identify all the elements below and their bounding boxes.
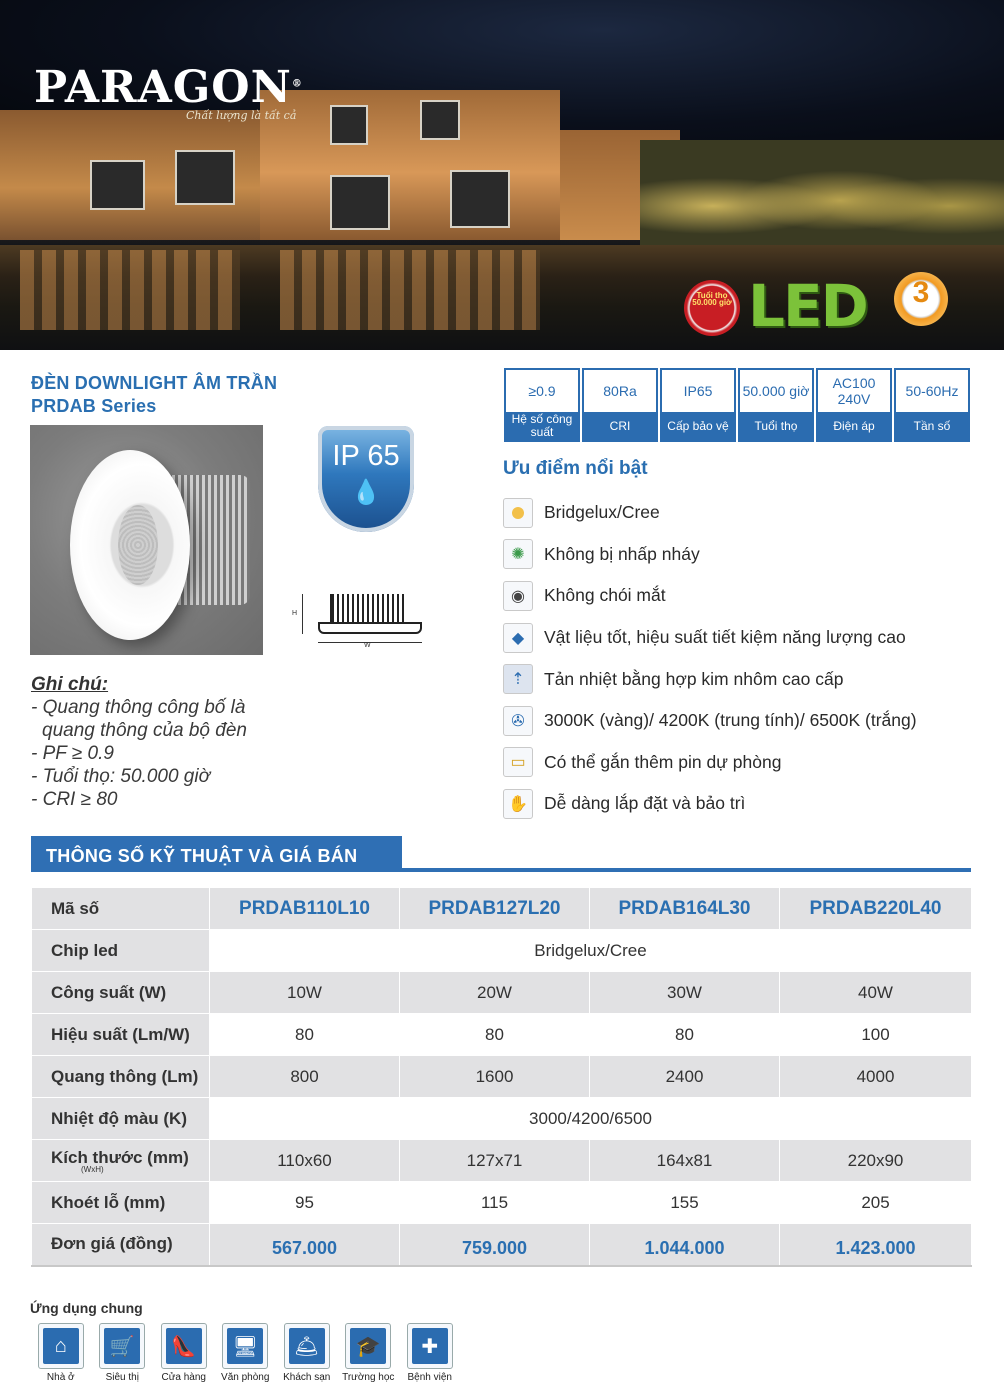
spec-ip: [660, 368, 736, 442]
hospital-icon: [407, 1323, 453, 1369]
note-line: - Quang thông công bố là: [31, 697, 246, 718]
table-row: [32, 1056, 972, 1098]
spec-table: [31, 887, 972, 1267]
table-cell: 100: [780, 1014, 972, 1056]
spec-label: Hệ số công suất: [506, 412, 578, 440]
brand-tagline: Chất lượng là tất cả: [186, 109, 297, 122]
table-cell: 20W: [400, 972, 590, 1014]
product-title: [31, 372, 277, 418]
note-line: - Tuổi thọ: 50.000 giờ: [31, 766, 211, 787]
section-title: THÔNG SỐ KỸ THUẬT VÀ GIÁ BÁN: [31, 836, 402, 872]
glyph: 👠: [166, 1328, 202, 1364]
advantages-list: [503, 492, 973, 825]
list-item: [503, 742, 973, 784]
cob-reflector: [118, 505, 158, 585]
battery-icon: ▭: [503, 747, 533, 777]
price-cell: 759.000: [400, 1224, 590, 1266]
advantages-title: Ưu điểm nổi bật: [503, 458, 648, 479]
table-cell: 115: [400, 1182, 590, 1224]
height-label: H: [292, 610, 298, 617]
brand-logo: PARAGON®: [34, 62, 303, 113]
note-line: - CRI ≥ 80: [31, 789, 118, 810]
applications-title: Ứng dụng chung: [30, 1300, 143, 1316]
list-item: [30, 1323, 92, 1383]
cart-icon: [99, 1323, 145, 1369]
reflection: [20, 250, 240, 330]
window: [420, 100, 460, 140]
spec-value: AC100 240V: [818, 370, 890, 412]
advantage-text: Vật liệu tốt, hiệu suất tiết kiệm năng lượng cao: [544, 627, 906, 648]
application-label: Siêu thị: [105, 1372, 139, 1383]
table-cell: 80: [210, 1014, 400, 1056]
table-cell: 95: [210, 1182, 400, 1224]
table-row: [32, 1182, 972, 1224]
table-row: [32, 972, 972, 1014]
row-header: Công suất (W): [32, 972, 210, 1014]
note-line: quang thông của bộ đèn: [42, 720, 247, 741]
color-temp-icon: ✇: [503, 706, 533, 736]
table-cell: 2400: [590, 1056, 780, 1098]
spec-label: Điện áp: [818, 412, 890, 440]
row-header: Hiệu suất (Lm/W): [32, 1014, 210, 1056]
window: [330, 175, 390, 230]
row-header: Chip led: [32, 930, 210, 972]
row-header: [32, 1140, 210, 1182]
water-drops-icon: 💧: [351, 479, 381, 506]
heat-sink-icon: ⇡: [503, 664, 533, 694]
product-title-line: ĐÈN DOWNLIGHT ÂM TRẦN: [31, 373, 278, 393]
table-cell: 800: [210, 1056, 400, 1098]
notes: [31, 673, 247, 811]
bellboy-icon: [284, 1323, 330, 1369]
table-row: [32, 1098, 972, 1140]
spec-value: 50-60Hz: [896, 370, 968, 412]
hero-banner: [0, 0, 1004, 350]
model-header: PRDAB220L40: [780, 888, 972, 930]
advantage-text: Dễ dàng lắp đặt và bảo trì: [544, 793, 746, 814]
advantage-text: Không chói mắt: [544, 585, 666, 606]
row-header: Đơn giá (đồng): [32, 1224, 210, 1266]
application-label: Bệnh viện: [407, 1372, 452, 1383]
shoe-icon: [161, 1323, 207, 1369]
list-item: [503, 658, 973, 700]
list-item: [503, 492, 973, 534]
model-header: PRDAB110L10: [210, 888, 400, 930]
list-item: [399, 1323, 461, 1383]
list-item: [215, 1323, 277, 1383]
eye-icon: ◉: [503, 581, 533, 611]
model-header: PRDAB164L30: [590, 888, 780, 930]
table-cell: 10W: [210, 972, 400, 1014]
list-item: [276, 1323, 338, 1383]
spec-value: IP65: [662, 370, 734, 412]
advantage-text: 3000K (vàng)/ 4200K (trung tính)/ 6500K (trắng): [544, 710, 917, 731]
list-item: [338, 1323, 400, 1383]
ip-rating: IP 65: [332, 440, 400, 472]
list-item: [503, 783, 973, 825]
table-row: [32, 930, 972, 972]
spec-value: ≥0.9: [506, 370, 578, 412]
table-cell: 127x71: [400, 1140, 590, 1182]
list-item: [503, 700, 973, 742]
spec-boxes: [504, 368, 971, 442]
reflection: [280, 250, 540, 330]
row-header-sub: (WxH): [81, 1164, 104, 1174]
table-cell: 1600: [400, 1056, 590, 1098]
warranty-badge: [872, 270, 970, 332]
table-cell: 155: [590, 1182, 780, 1224]
advantage-text: Không bị nhấp nháy: [544, 543, 700, 564]
list-item: [503, 617, 973, 659]
spec-label: CRI: [584, 412, 656, 440]
table-row: [32, 888, 972, 930]
advantage-text: Tản nhiệt bằng hợp kim nhôm cao cấp: [544, 668, 844, 689]
row-header: Khoét lỗ (mm): [32, 1182, 210, 1224]
table-cell: 205: [780, 1182, 972, 1224]
glyph: 🛎: [289, 1328, 325, 1364]
table-cell: 220x90: [780, 1140, 972, 1182]
model-header: PRDAB127L20: [400, 888, 590, 930]
application-label: Văn phòng: [221, 1372, 270, 1383]
computer-icon: [222, 1323, 268, 1369]
window: [90, 160, 145, 210]
list-item: [92, 1323, 154, 1383]
ip65-shield-icon: [318, 426, 414, 532]
glyph: 🎓: [350, 1328, 386, 1364]
table-cell: 80: [400, 1014, 590, 1056]
price-cell: 1.044.000: [590, 1224, 780, 1266]
table-cell: 40W: [780, 972, 972, 1014]
drawing-lip: [318, 622, 422, 634]
row-header: Mã số: [32, 888, 210, 930]
row-header-label: Kích thước (mm): [51, 1147, 189, 1167]
row-header: Nhiệt độ màu (K): [32, 1098, 210, 1140]
window: [450, 170, 510, 228]
glyph: ✚: [412, 1328, 448, 1364]
trees: [640, 140, 1004, 250]
price-cell: 1.423.000: [780, 1224, 972, 1266]
install-icon: ✋: [503, 789, 533, 819]
table-cell: 4000: [780, 1056, 972, 1098]
table-cell: 30W: [590, 972, 780, 1014]
application-label: Trường học: [342, 1372, 395, 1383]
chip-icon: [503, 498, 533, 528]
graduation-cap-icon: [345, 1323, 391, 1369]
glyph: 🛒: [104, 1328, 140, 1364]
glyph: 🖥: [227, 1328, 263, 1364]
warranty-years: 3: [912, 276, 930, 309]
table-cell: 110x60: [210, 1140, 400, 1182]
product-photo: [30, 425, 263, 655]
dimension-drawing: [288, 588, 428, 652]
window: [330, 105, 368, 145]
width-label: W: [364, 642, 371, 649]
spec-value: 80Ra: [584, 370, 656, 412]
advantage-text: Có thể gắn thêm pin dự phòng: [544, 751, 782, 772]
list-item: [153, 1323, 215, 1383]
application-label: Cửa hàng: [161, 1372, 206, 1383]
height-line: [302, 594, 312, 634]
spec-label: Cấp bảo vệ: [662, 412, 734, 440]
row-header: Quang thông (Lm): [32, 1056, 210, 1098]
product-series: PRDAB Series: [31, 396, 157, 416]
application-label: Nhà ở: [46, 1372, 75, 1383]
glyph: ⌂: [43, 1328, 79, 1364]
application-label: Khách sạn: [283, 1372, 331, 1383]
no-flicker-icon: ✺: [503, 539, 533, 569]
table-cell: 3000/4200/6500: [210, 1098, 972, 1140]
table-row: [32, 1014, 972, 1056]
table-cell: Bridgelux/Cree: [210, 930, 972, 972]
spec-lifetime: [738, 368, 814, 442]
notes-heading: Ghi chú:: [31, 674, 109, 695]
spec-frequency: [894, 368, 970, 442]
spec-value: 50.000 giờ: [740, 370, 812, 412]
table-cell: 80: [590, 1014, 780, 1056]
spec-cri: [582, 368, 658, 442]
table-row: [32, 1224, 972, 1266]
applications-list: [30, 1323, 461, 1383]
building: [260, 90, 560, 240]
spec-label: Tần số: [896, 412, 968, 440]
advantage-text: Bridgelux/Cree: [544, 502, 660, 523]
list-item: [503, 575, 973, 617]
lifetime-seal: Tuổi thọ 50.000 giờ: [684, 280, 740, 336]
drawing-body: [330, 594, 404, 624]
led-logo: LED: [748, 272, 867, 340]
table-row: [32, 1140, 972, 1182]
section-divider: [31, 868, 971, 872]
spec-power-factor: [504, 368, 580, 442]
spec-label: Tuổi thọ: [740, 412, 812, 440]
home-icon: [38, 1323, 84, 1369]
spec-voltage: [816, 368, 892, 442]
window: [175, 150, 235, 205]
table-cell: 164x81: [590, 1140, 780, 1182]
price-cell: 567.000: [210, 1224, 400, 1266]
list-item: [503, 534, 973, 576]
diamond-icon: ◆: [503, 623, 533, 653]
note-line: - PF ≥ 0.9: [31, 743, 114, 764]
